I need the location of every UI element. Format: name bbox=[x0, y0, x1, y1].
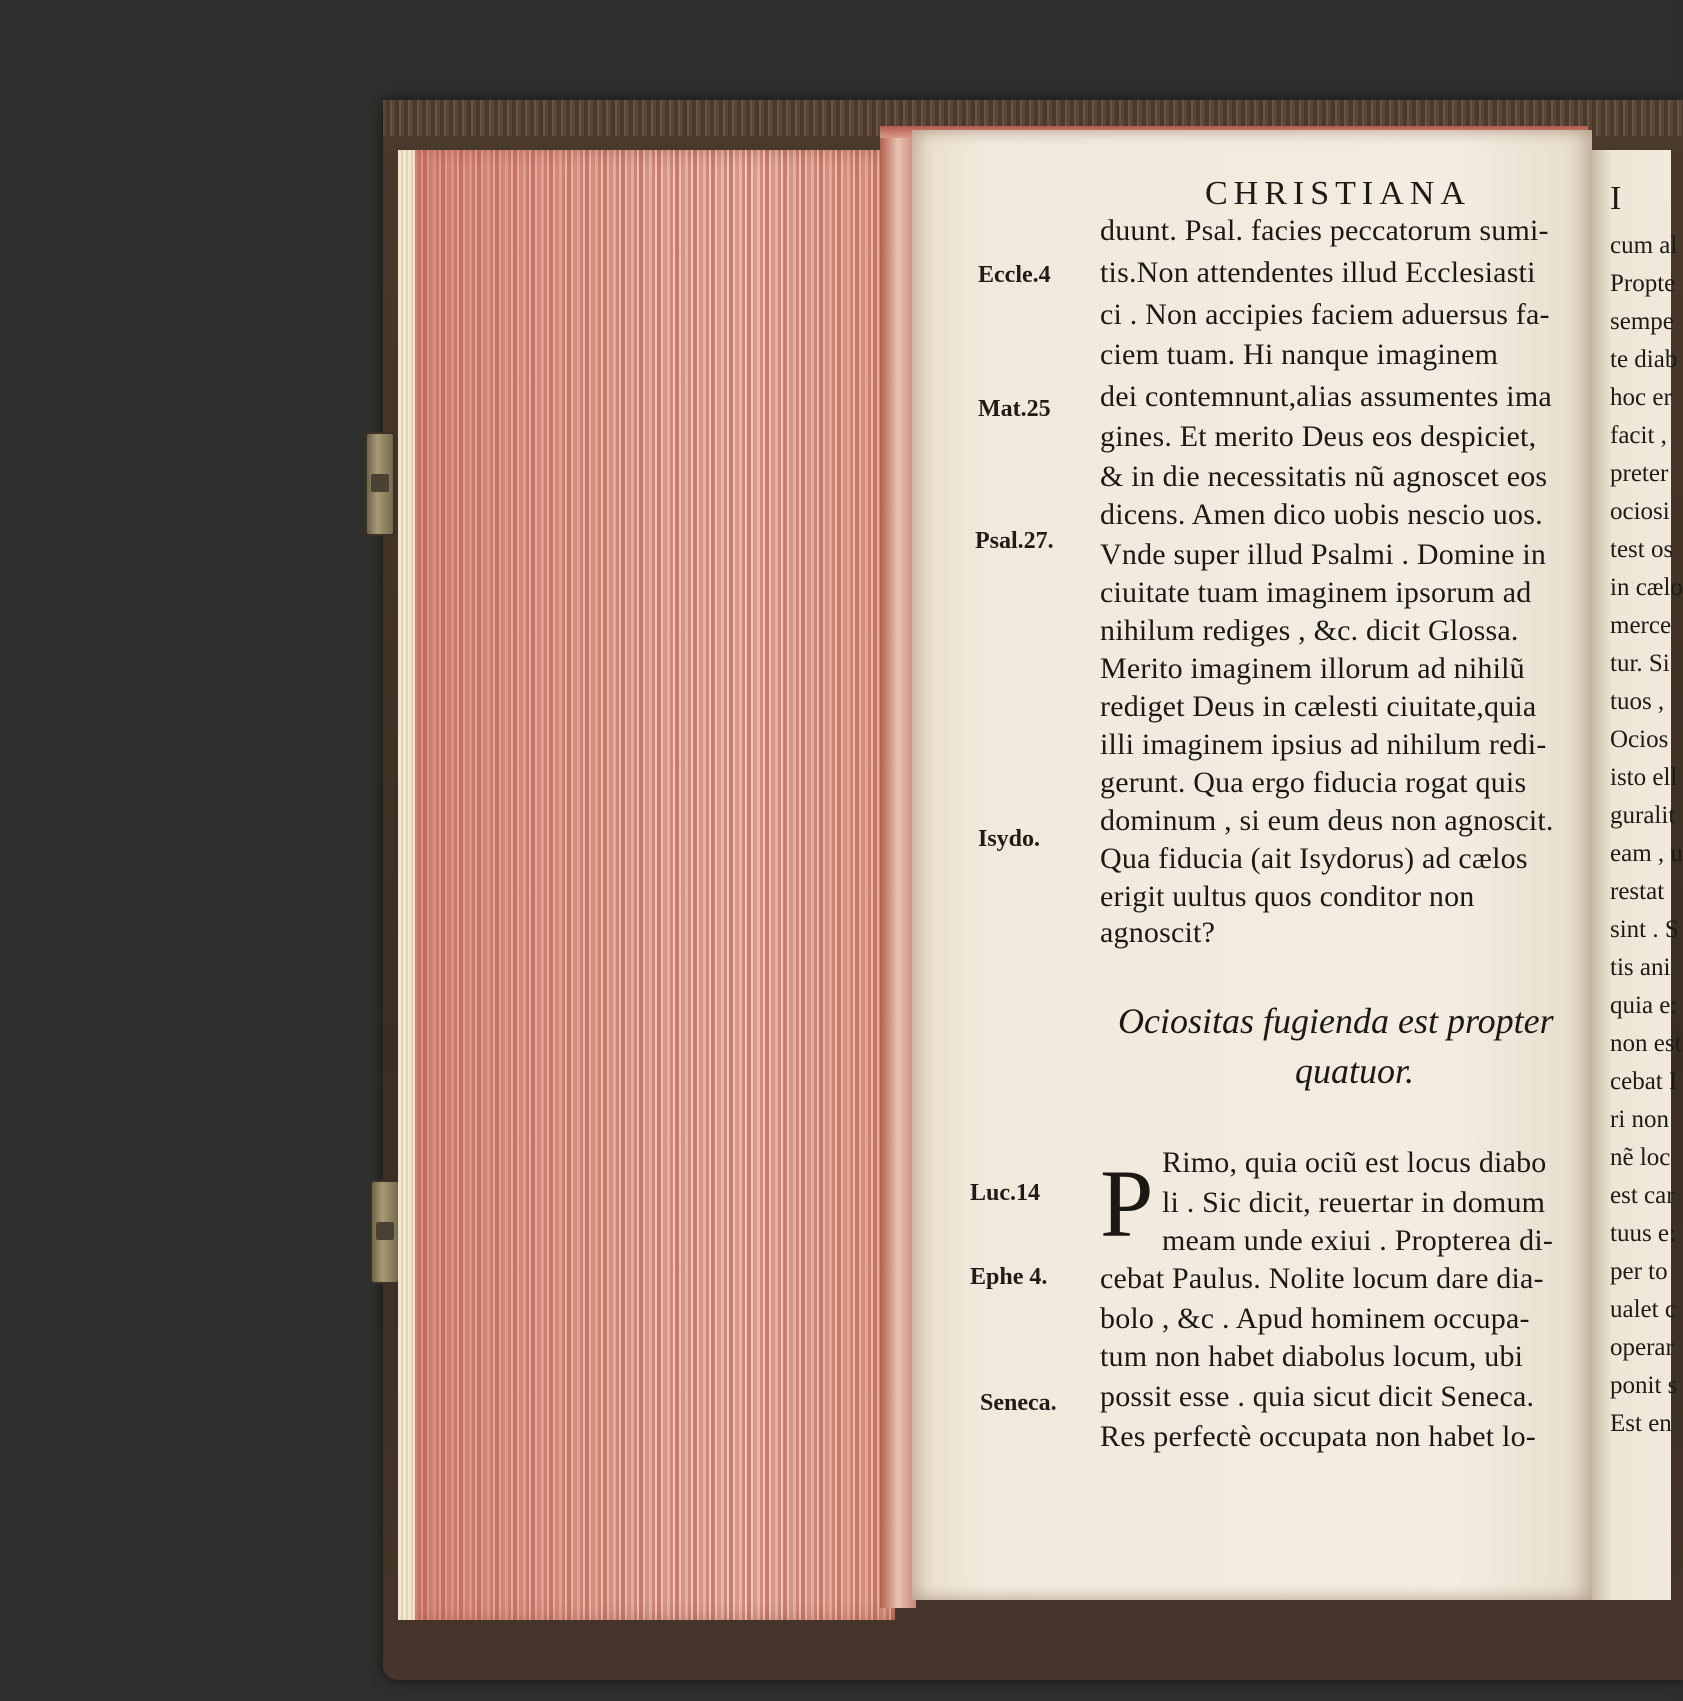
section-heading-line-1: Ociositas fugienda est propter bbox=[1118, 1001, 1554, 1041]
next-page-line: hoc er bbox=[1610, 384, 1672, 411]
text-line: Res perfectè occupata non habet lo- bbox=[1100, 1420, 1536, 1453]
next-page-line: nẽ loc bbox=[1610, 1144, 1671, 1171]
next-page-line: facit , bbox=[1610, 422, 1667, 449]
next-page-line: restat bbox=[1610, 878, 1665, 905]
text-line: gines. Et merito Deus eos despiciet, bbox=[1100, 420, 1537, 453]
next-page-line: tur. Si bbox=[1610, 650, 1670, 677]
text-line: & in die necessitatis nũ agnoscet eos bbox=[1100, 460, 1548, 493]
text-line: dicens. Amen dico uobis nescio uos. bbox=[1100, 498, 1543, 531]
text-line: ci . Non accipies faciem aduersus fa- bbox=[1100, 298, 1550, 331]
next-page-line: merce bbox=[1610, 612, 1672, 639]
text-line: gerunt. Qua ergo fiducia rogat quis bbox=[1100, 766, 1527, 799]
next-page-line: quia e: bbox=[1610, 992, 1678, 1019]
next-page-line: cum al bbox=[1610, 232, 1678, 259]
margin-note-seneca: Seneca. bbox=[980, 1390, 1057, 1416]
next-page-line: test os bbox=[1610, 536, 1674, 563]
text-line: Vnde super illud Psalmi . Domine in bbox=[1100, 538, 1547, 571]
running-header: CHRISTIANA bbox=[1205, 175, 1471, 212]
margin-note-ephe: Ephe 4. bbox=[970, 1264, 1048, 1290]
margin-note-eccle: Eccle.4 bbox=[978, 262, 1051, 288]
next-page-line: eam , u bbox=[1610, 840, 1683, 867]
text-line: Merito imaginem illorum ad nihilũ bbox=[1100, 652, 1525, 685]
text-line: tum non habet diabolus locum, ubi bbox=[1100, 1340, 1524, 1373]
next-page-line: Ocios bbox=[1610, 726, 1669, 753]
next-page-line: per to bbox=[1610, 1258, 1668, 1285]
next-page-line: tuus e: bbox=[1610, 1220, 1676, 1247]
next-page-line: sint . S bbox=[1610, 916, 1679, 943]
next-page-line: operar bbox=[1610, 1334, 1674, 1361]
text-line: agnoscit? bbox=[1100, 916, 1216, 949]
text-line: duunt. Psal. facies peccatorum sumi- bbox=[1100, 214, 1549, 247]
text-line: Rimo, quia ociũ est locus diabo bbox=[1162, 1146, 1547, 1179]
next-page-line: non est bbox=[1610, 1030, 1682, 1057]
text-line: ciem tuam. Hi nanque imaginem bbox=[1100, 338, 1499, 371]
next-page-line: ualet c bbox=[1610, 1296, 1676, 1323]
next-page-line: ociosi bbox=[1610, 498, 1670, 525]
text-line: rediget Deus in cælesti ciuitate,quia bbox=[1100, 690, 1537, 723]
next-page-line: Est en bbox=[1610, 1410, 1672, 1437]
next-page-line: Propte bbox=[1610, 270, 1676, 297]
next-page-line: in cælo bbox=[1610, 574, 1683, 601]
next-page-line: isto ell bbox=[1610, 764, 1678, 791]
text-line: cebat Paulus. Nolite locum dare dia- bbox=[1100, 1262, 1544, 1295]
text-line: illi imaginem ipsius ad nihilum redi- bbox=[1100, 728, 1547, 761]
text-line: Qua fiducia (ait Isydorus) ad cælos bbox=[1100, 842, 1528, 875]
text-line: li . Sic dicit, reuertar in domum bbox=[1162, 1186, 1546, 1219]
text-line: tis.Non attendentes illud Ecclesiasti bbox=[1100, 256, 1536, 289]
next-page-line: cebat I bbox=[1610, 1068, 1678, 1095]
next-page-line: est car bbox=[1610, 1182, 1675, 1209]
page-stack-red-edges bbox=[415, 150, 895, 1620]
text-line: dominum , si eum deus non agnoscit. bbox=[1100, 804, 1554, 837]
text-line: possit esse . quia sicut dicit Seneca. bbox=[1100, 1380, 1535, 1413]
margin-note-psal: Psal.27. bbox=[975, 528, 1054, 554]
next-page-line: guralit bbox=[1610, 802, 1676, 829]
text-line: bolo , &c . Apud hominem occupa- bbox=[1100, 1302, 1530, 1335]
section-heading-line-2: quatuor. bbox=[1295, 1051, 1415, 1091]
next-page-line: ponit s bbox=[1610, 1372, 1678, 1399]
margin-note-isydo: Isydo. bbox=[978, 826, 1041, 852]
text-line: nihilum rediges , &c. dicit Glossa. bbox=[1100, 614, 1519, 647]
next-page-line: ri non bbox=[1610, 1106, 1670, 1133]
margin-note-mat: Mat.25 bbox=[978, 396, 1051, 422]
gutter-shadow bbox=[880, 128, 916, 1608]
text-line: ciuitate tuam imaginem ipsorum ad bbox=[1100, 576, 1532, 609]
text-line: erigit uultus quos conditor non bbox=[1100, 880, 1475, 913]
next-page-line: preter bbox=[1610, 460, 1669, 487]
drop-cap-initial: P bbox=[1100, 1150, 1154, 1257]
next-page-line: tis ani bbox=[1610, 954, 1671, 981]
lower-clasp bbox=[370, 1180, 400, 1284]
next-page-line: tuos , bbox=[1610, 688, 1665, 715]
next-page-line: te diab bbox=[1610, 346, 1678, 373]
margin-note-luc: Luc.14 bbox=[970, 1180, 1041, 1206]
text-line: meam unde exiui . Propterea di- bbox=[1162, 1224, 1554, 1257]
text-line: dei contemnunt,alias assumentes ima bbox=[1100, 380, 1552, 413]
next-page-header: I bbox=[1610, 180, 1622, 217]
upper-clasp bbox=[365, 432, 395, 536]
next-page-line: sempe bbox=[1610, 308, 1674, 335]
